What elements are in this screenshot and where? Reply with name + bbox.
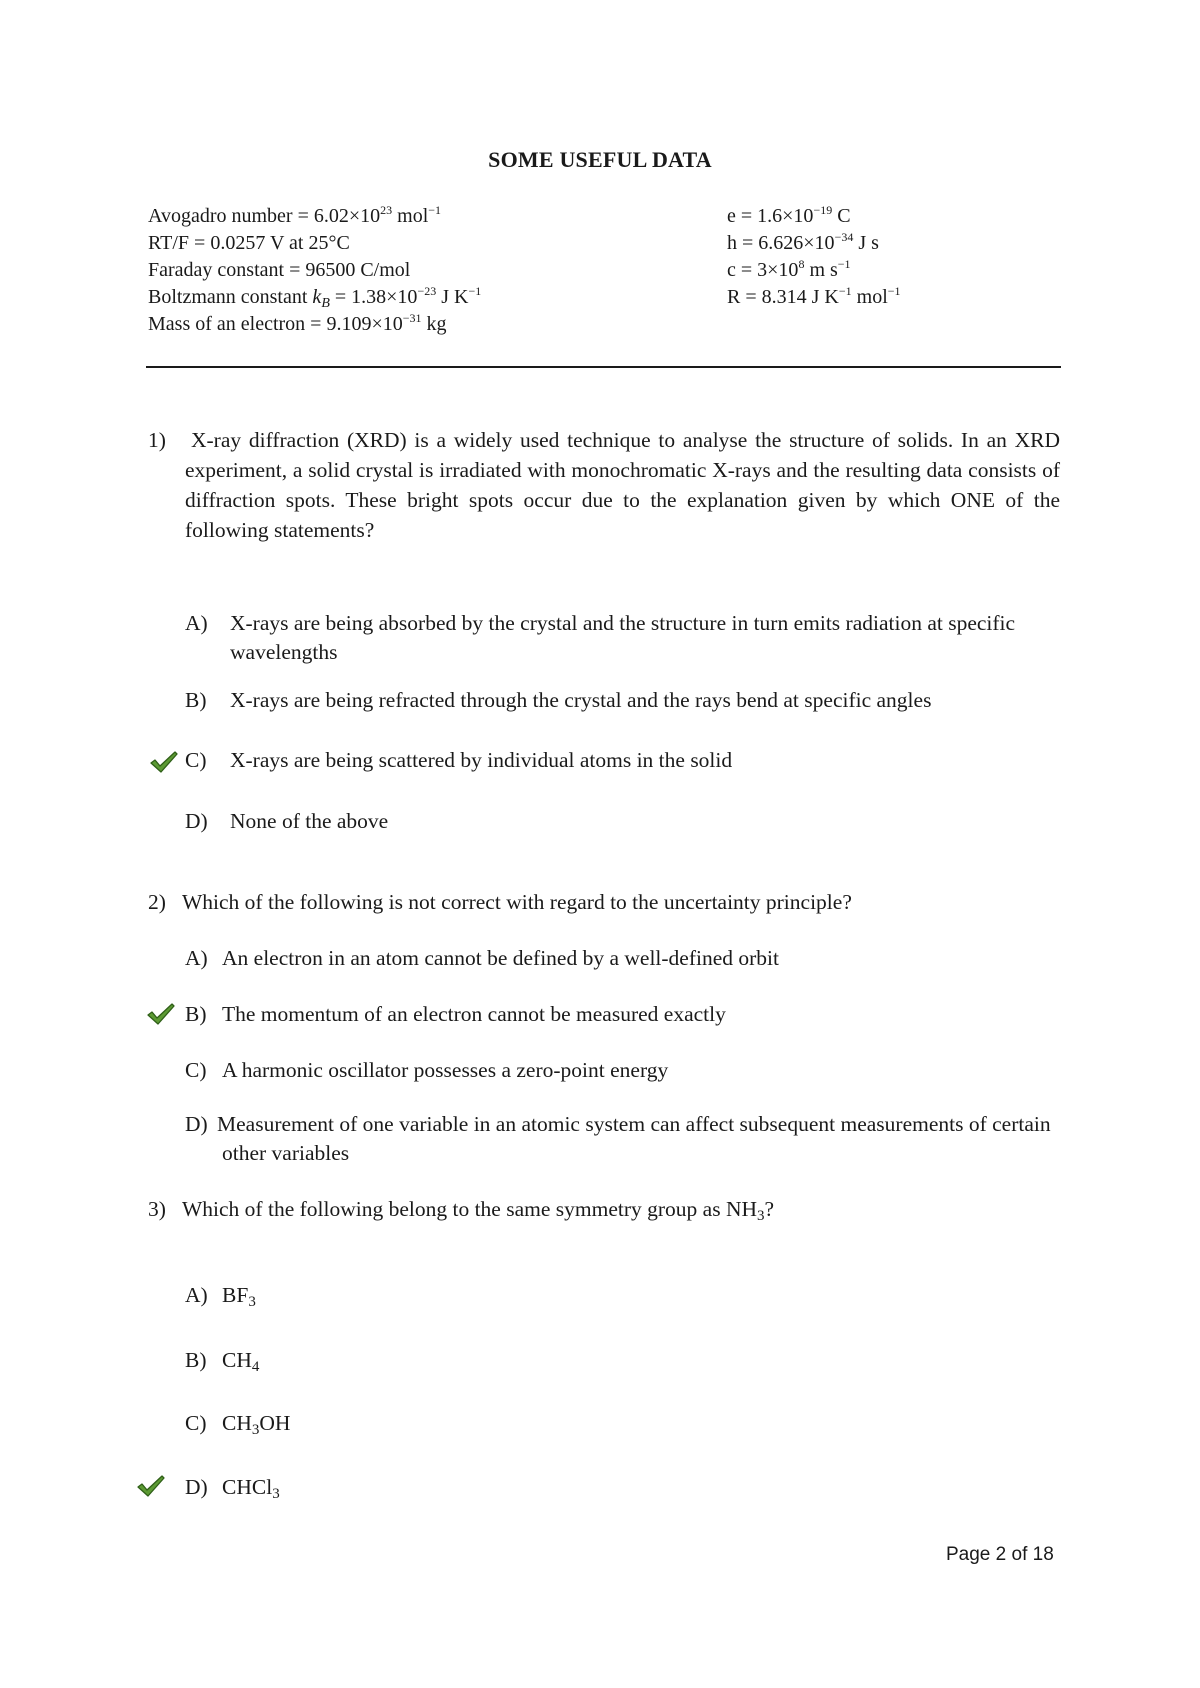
q2-option-d[interactable]: D) Measurement of one variable in an atomic system can affect subsequent measurements of certain other variables — [185, 1112, 1051, 1165]
constant-e: $e = 1.6\times 10^{-19}$ C — [727, 203, 851, 227]
question-2 — [148, 887, 852, 917]
q3-option-c[interactable]: C) CH3OH — [185, 1411, 291, 1438]
checkmark-icon — [146, 1002, 176, 1026]
checkmark-icon — [136, 1474, 166, 1498]
constants-right — [727, 203, 901, 311]
constant-h: $h = 6.626\times 10^{-34}$ J s — [727, 230, 879, 254]
q1-option-d[interactable]: D) None of the above — [185, 809, 389, 833]
question-number: 2) — [148, 890, 166, 914]
question-text: Which of the following belong to the same symmetry group as NH — [182, 1197, 758, 1221]
q2-option-c[interactable]: C) A harmonic oscillator possesses a zero-point energy — [185, 1058, 669, 1082]
page-title: SOME USEFUL DATA — [488, 147, 712, 172]
question-3: 3) Which of the following belong to the same symmetry group as NH3? — [148, 1194, 774, 1224]
q3-option-d[interactable]: D) CHCl3 — [185, 1475, 280, 1502]
checkmark-icon — [149, 750, 179, 774]
constant-boltzmann: Boltzmann constant $k_B = 1.38\times 10^{-23}$ J $K^{-1}$ — [148, 284, 482, 311]
question-number: 3) — [148, 1197, 166, 1221]
constant-avogadro: Avogadro number = $6.02\times 10^{23}$ mol$^{-1}$ — [148, 203, 442, 227]
q3-option-b[interactable]: B) CH4 — [185, 1348, 260, 1375]
constant-c: $c = 3\times 10^8$ m $s^{-1}$ — [727, 257, 851, 281]
section-divider — [146, 366, 1061, 368]
q1-option-b[interactable]: B) X-rays are being refracted through the crystal and the rays bend at specific angles — [185, 688, 932, 712]
constant-r: R = 8.314 J $K^{-1}$ mol$^{-1}$ — [727, 284, 901, 308]
q2-option-a[interactable]: A) An electron in an atom cannot be defined by a well-defined orbit — [185, 946, 780, 970]
q1-option-a[interactable]: A) X-rays are being absorbed by the crystal and the structure in turn emits radiation at specific wavelengths — [185, 611, 1016, 664]
q3-option-a[interactable]: A) BF3 — [185, 1283, 256, 1310]
constant-faraday: Faraday constant = 96500 C/mol — [148, 259, 411, 281]
q2-option-b[interactable]: B) The momentum of an electron cannot be measured exactly — [185, 1002, 726, 1026]
question-text: Which of the following is not correct with regard to the uncertainty principle? — [182, 890, 852, 914]
page-number: Page 2 of 18 — [946, 1544, 1054, 1565]
question-number: 1) — [148, 428, 166, 452]
q1-option-c[interactable]: C) X-rays are being scattered by individual atoms in the solid — [185, 748, 733, 772]
constant-rtf: RT/F = 0.0257 V at 25°C — [148, 232, 350, 254]
constant-electron-mass: Mass of an electron = $9.109\times 10^{-31}$ kg — [148, 311, 447, 335]
question-text: X-ray diffraction (XRD) is a widely used technique to analyse the structure of solids. In an XRD experiment, a solid crystal is irradiated with monochromatic X-rays and the resulting data consists of diffraction spots. These bright spots occur due to the explanation given by which ONE of the following statements? — [185, 428, 1060, 542]
constants-left — [148, 203, 481, 338]
